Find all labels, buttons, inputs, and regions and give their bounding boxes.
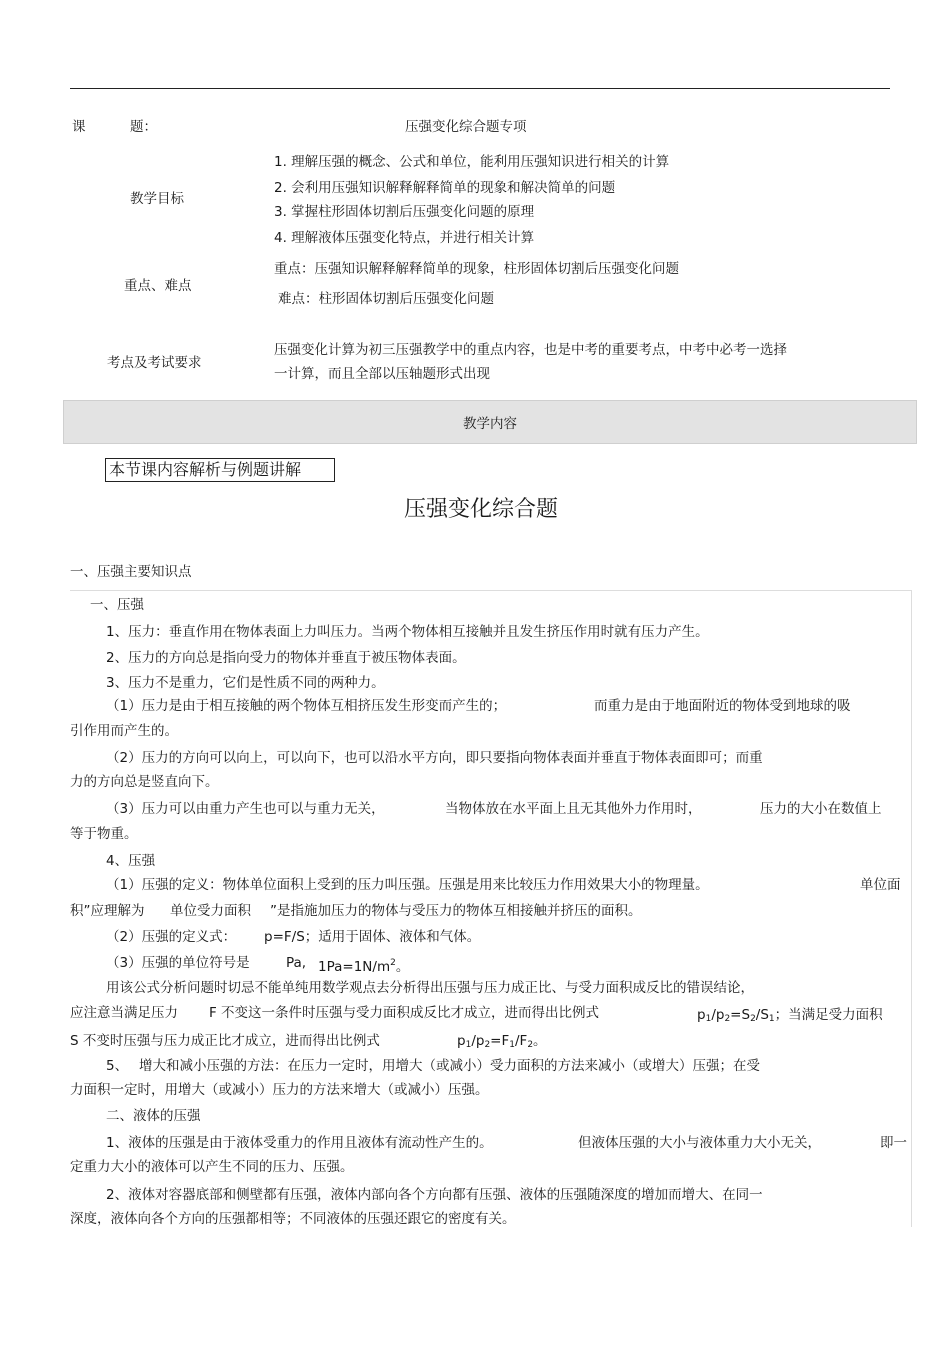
keypoints-label: 重点、难点 bbox=[124, 278, 192, 294]
key-point: 重点：压强知识解释解释简单的现象，柱形固体切割后压强变化问题 bbox=[274, 261, 679, 277]
formula-text: =F bbox=[490, 1033, 510, 1049]
paragraph: 5、 bbox=[106, 1058, 129, 1074]
formula-text: p bbox=[457, 1033, 466, 1049]
paragraph: 压力的大小在数值上 bbox=[760, 801, 882, 817]
paragraph: 1、压力：垂直作用在物体表面上力叫压力。当两个物体相互接触并且发生挤压作用时就有压力产生。 bbox=[106, 624, 709, 640]
formula-text: /S bbox=[755, 1007, 769, 1023]
subscript: 1 bbox=[705, 1014, 712, 1024]
subscript: 1 bbox=[509, 1040, 515, 1050]
paragraph: 而重力是由于地面附近的物体受到地球的吸 bbox=[594, 698, 851, 714]
paragraph: （2）压力的方向可以向上，可以向下，也可以沿水平方向，即只要指向物体表面并垂直于物体表面即可；而重 bbox=[106, 750, 763, 766]
topic-title: 压强变化综合题专项 bbox=[405, 119, 527, 135]
formula-text: p bbox=[697, 1007, 706, 1023]
goal-item: 2. 会利用压强知识解释解释简单的现象和解决简单的问题 bbox=[274, 180, 616, 196]
exam-text-line1: 压强变化计算为初三压强教学中的重点内容，也是中考的重要考点，中考中必考一选择 bbox=[274, 342, 787, 358]
goals-label: 教学目标 bbox=[130, 191, 184, 207]
paragraph: 增大和减小压强的方法：在压力一定时，用增大（或减小）受力面积的方法来减小（或增大）压强；在受 bbox=[139, 1058, 760, 1074]
unit-symbol: Pa, bbox=[286, 955, 307, 971]
paragraph: 等于物重。 bbox=[70, 826, 138, 842]
formula-text: ；当满足受力面积 bbox=[774, 1007, 883, 1023]
goal-item: 4. 理解液体压强变化特点，并进行相关计算 bbox=[274, 230, 535, 246]
subscript: 1 bbox=[465, 1040, 472, 1050]
label-ti: 题： bbox=[130, 119, 157, 135]
formula-text: /p bbox=[711, 1007, 725, 1023]
section-box-heading: 本节课内容解析与例题讲解 bbox=[105, 458, 335, 482]
paragraph: S 不变时压强与压力成正比才成立，进而得出比例式 bbox=[70, 1033, 380, 1049]
paragraph: （3）压力可以由重力产生也可以与重力无关， bbox=[106, 801, 385, 817]
paragraph: 3、压力不是重力，它们是性质不同的两种力。 bbox=[106, 675, 385, 691]
paragraph: 深度，液体向各个方向的压强都相等；不同液体的压强还跟它的密度有关。 bbox=[70, 1211, 516, 1227]
formula-text: 。 bbox=[533, 1033, 547, 1049]
paragraph: 1、液体的压强是由于液体受重力的作用且液体有流动性产生的。 bbox=[106, 1135, 493, 1151]
paragraph: 力面积一定时，用增大（或减小）压力的方法来增大（或减小）压强。 bbox=[70, 1082, 489, 1098]
formula bbox=[318, 954, 409, 976]
paragraph: 应注意当满足压力 bbox=[70, 1005, 178, 1021]
formula-text: /F bbox=[514, 1033, 528, 1049]
paragraph: 积”应理解为 bbox=[70, 903, 145, 919]
paragraph: （1）压强的定义：物体单位面积上受到的压力叫压强。压强是用来比较压力作用效果大小的物理量。 bbox=[106, 877, 709, 893]
content-banner: 教学内容 bbox=[63, 400, 917, 444]
formula: p=F/S；适用于固体、液体和气体。 bbox=[264, 929, 481, 945]
section-heading: 一、压强主要知识点 bbox=[70, 564, 192, 580]
paragraph: 2、压力的方向总是指向受力的物体并垂直于被压物体表面。 bbox=[106, 650, 466, 666]
paragraph: 引作用而产生的。 bbox=[70, 723, 178, 739]
paragraph: 用该公式分析问题时切忌不能单纯用数学观点去分析得出压强与压力成正比、与受力面积成反比的错误结论， bbox=[106, 980, 754, 996]
paragraph: 当物体放在水平面上且无其他外力作用时， bbox=[445, 801, 702, 817]
difficult-point: 难点：柱形固体切割后压强变化问题 bbox=[278, 291, 494, 307]
paragraph: （2）压强的定义式： bbox=[106, 929, 237, 945]
formula bbox=[457, 1032, 547, 1054]
paragraph: 但液体压强的大小与液体重力大小无关， bbox=[578, 1135, 821, 1151]
superscript: 2 bbox=[390, 958, 396, 968]
goal-item: 1. 理解压强的概念、公式和单位，能利用压强知识进行相关的计算 bbox=[274, 154, 670, 170]
subscript: 1 bbox=[768, 1014, 775, 1024]
paragraph: F 不变这一条件时压强与受力面积成反比才成立，进而得出比例式 bbox=[209, 1005, 600, 1021]
main-title: 压强变化综合题 bbox=[403, 497, 558, 522]
subscript: 2 bbox=[484, 1040, 491, 1050]
formula-text: =S bbox=[730, 1007, 751, 1023]
label-ke: 课 bbox=[72, 119, 86, 135]
subsection-heading: 二、液体的压强 bbox=[106, 1108, 201, 1124]
paragraph: 力的方向总是竖直向下。 bbox=[70, 774, 219, 790]
formula-text: 1Pa=1N/m bbox=[318, 959, 391, 975]
subsection-heading: 一、压强 bbox=[90, 597, 144, 613]
paragraph: 4、压强 bbox=[106, 853, 156, 869]
subscript: 2 bbox=[724, 1014, 731, 1024]
paragraph: 单位面 bbox=[860, 877, 901, 893]
formula-text: /p bbox=[471, 1033, 485, 1049]
paragraph: 2、液体对容器底部和侧壁都有压强，液体内部向各个方向都有压强、液体的压强随深度的增加而增大、在同一 bbox=[106, 1187, 763, 1203]
paragraph: 单位受力面积 bbox=[170, 903, 251, 919]
exam-label: 考点及考试要求 bbox=[107, 355, 202, 371]
top-rule bbox=[70, 88, 890, 89]
exam-text-line2: 一计算，而且全部以压轴题形式出现 bbox=[274, 366, 490, 382]
paragraph: 定重力大小的液体可以产生不同的压力、压强。 bbox=[70, 1159, 354, 1175]
goal-item: 3. 掌握柱形固体切割后压强变化问题的原理 bbox=[274, 204, 535, 220]
paragraph: （1）压力是由于相互接触的两个物体互相挤压发生形变而产生的； bbox=[106, 698, 507, 714]
paragraph: （3）压强的单位符号是 bbox=[106, 955, 250, 971]
subscript: 2 bbox=[750, 1014, 756, 1024]
formula-text: 。 bbox=[395, 959, 410, 975]
paragraph: 即一 bbox=[880, 1135, 907, 1151]
paragraph: ”是指施加压力的物体与受压力的物体互相接触并挤压的面积。 bbox=[270, 903, 642, 919]
subscript: 2 bbox=[527, 1040, 534, 1050]
formula bbox=[697, 1006, 883, 1028]
